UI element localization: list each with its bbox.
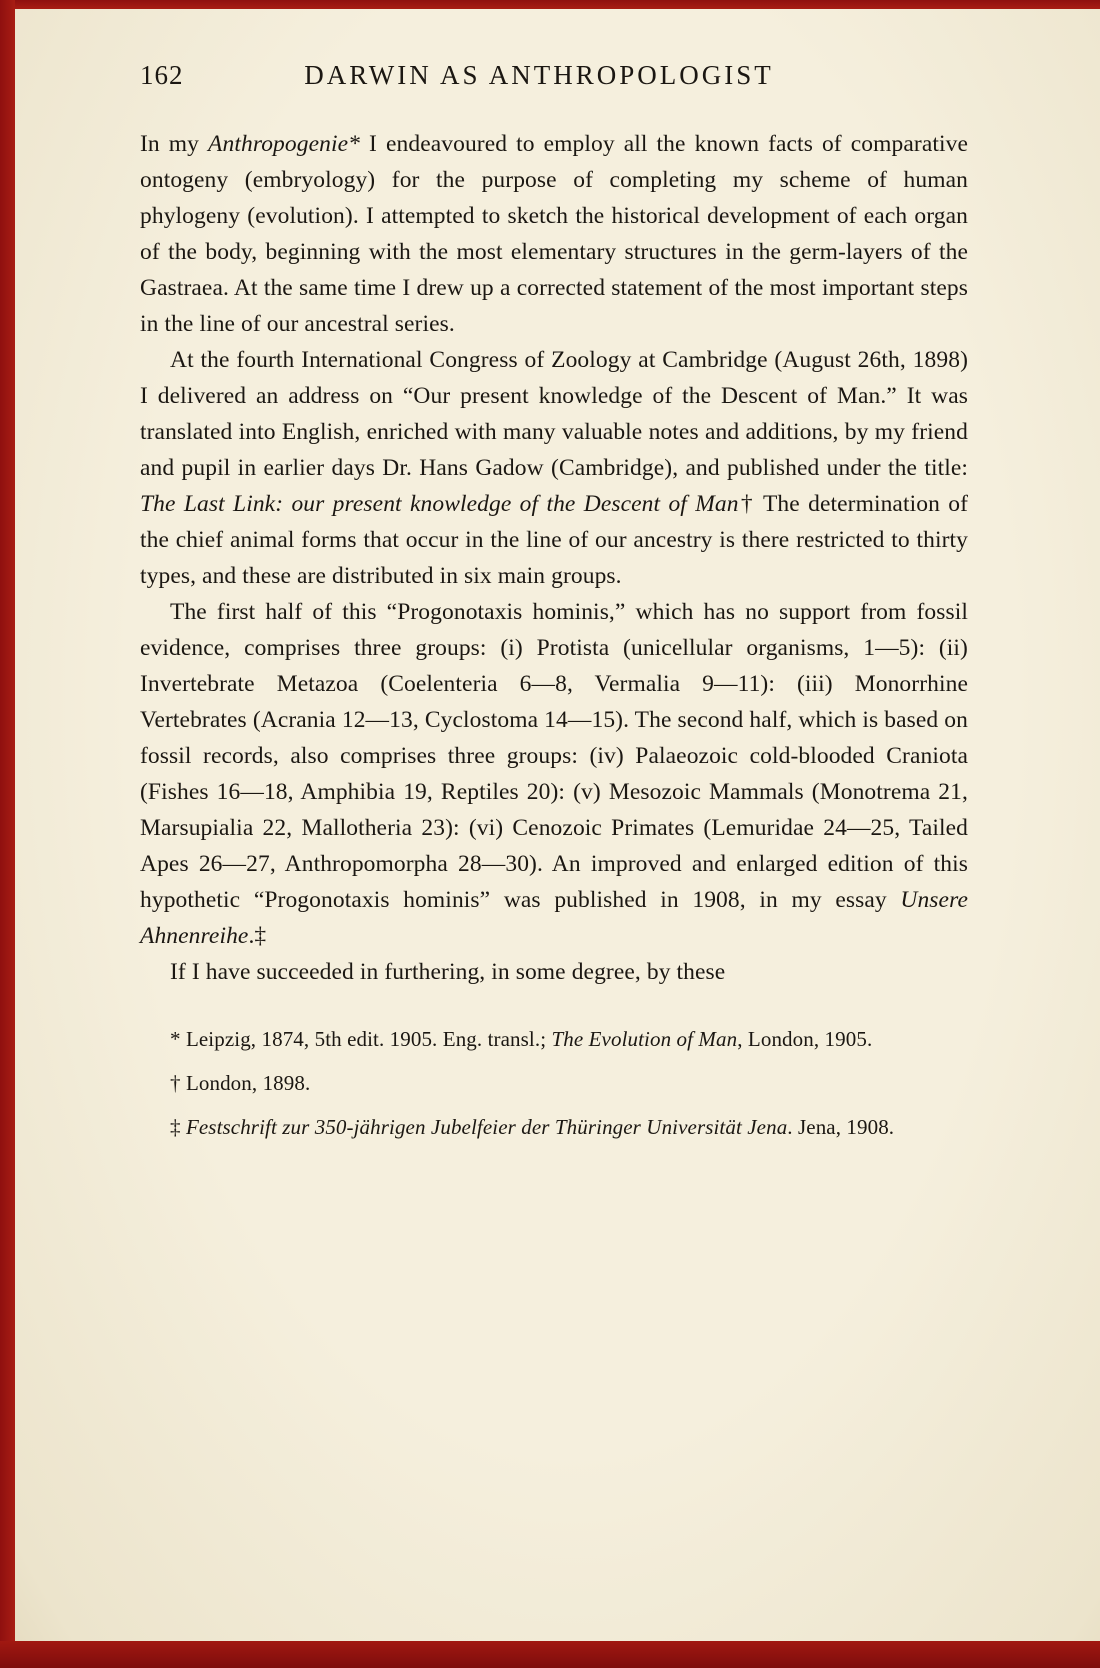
text-segment: The first half of this “Progonotaxis hominis,” which has no support from fossil evidence, comprises three groups: (i) Protista (unicellular organisms, 1—5): (ii) Invertebrate Metazoa (Coelenteria 6—8, Vermalia 9—11): (iii) Monorrhine Vertebrates (Acrania 12—13, Cyclostoma 14—15). The second half, which is based on fossil records, also comprises three groups: (iv) Palaeozoic cold-blooded Craniota (Fishes 16—18, Amphibia 19, Reptiles 20): (v) Mesozoic Mammals (Monotrema 21, Marsupialia 22, Mallotheria 23): (vi) Cenozoic Primates (Lemuridae 24—25, Tailed Apes 26—27, Anthropomorpha 28—30). An improved and enlarged edition of this hypothetic “Progonotaxis hominis” was published in 1908, in my essay [140, 599, 968, 913]
footnote-marker-double-dagger: ‡ [170, 1115, 186, 1139]
text-segment: , London, 1905. [737, 1027, 873, 1051]
page-number: 162 [140, 60, 184, 90]
page-edge-bottom [0, 1641, 1100, 1668]
text-segment: .‡ [248, 923, 267, 949]
footnote-marker-asterisk: * Leipzig, 1874, 5th edit. 1905. Eng. transl.; [170, 1027, 552, 1051]
running-title: DARWIN AS ANTHROPOLOGIST [304, 60, 774, 90]
paragraph-2 [140, 342, 968, 594]
footnote-marker-dagger: † London, 1898. [170, 1071, 311, 1095]
body-text [140, 126, 968, 990]
text-segment-italic: Anthropogenie* [208, 131, 360, 157]
text-segment: . Jena, 1908. [787, 1115, 895, 1139]
page-header [140, 60, 968, 96]
text-segment-italic: The Last Link: our present knowledge of the Descent of Man [140, 491, 739, 517]
footnotes [140, 1024, 968, 1143]
footnote-1 [140, 1024, 968, 1055]
paragraph-4 [140, 954, 968, 990]
page-content [140, 60, 968, 1156]
footnote-3 [140, 1112, 968, 1143]
text-segment: In my [140, 131, 209, 157]
text-segment-italic: Festschrift zur 350-jährigen Jubelfeier der Thüringer Universität Jena [185, 1115, 788, 1139]
paragraph-1 [140, 126, 968, 342]
page-edge-left [0, 0, 15, 1668]
page-edge-top [0, 0, 1100, 9]
text-segment: If I have succeeded in furthering, in some degree, by these [170, 959, 726, 985]
text-segment: I endeavoured to employ all the known facts of comparative ontogeny (embryology) for the purpose of completing my scheme of human phylogeny (evolution). I attempted to sketch the historical development of each organ of the body, beginning with the most elementary structures in the germ-layers of the Gastraea. At the same time I drew up a corrected statement of the most important steps in the line of our ancestral series. [140, 131, 968, 337]
text-segment-italic: The Evolution of Man [551, 1027, 738, 1051]
footnote-2 [140, 1068, 968, 1099]
text-segment: † The determination of the chief animal forms that occur in the line of our ancestry is there restricted to thirty types, and these are distributed in six main groups. [140, 491, 968, 589]
text-segment: At the fourth International Congress of Zoology at Cambridge (August 26th, 1898) I delivered an address on “Our present knowledge of the Descent of Man.” It was translated into English, enriched with many valuable notes and additions, by my friend and pupil in earlier days Dr. Hans Gadow (Cambridge), and published under the title: [140, 347, 968, 481]
paragraph-3 [140, 594, 968, 954]
text-segment-italic: Unsere Ahnenreihe [140, 887, 968, 949]
